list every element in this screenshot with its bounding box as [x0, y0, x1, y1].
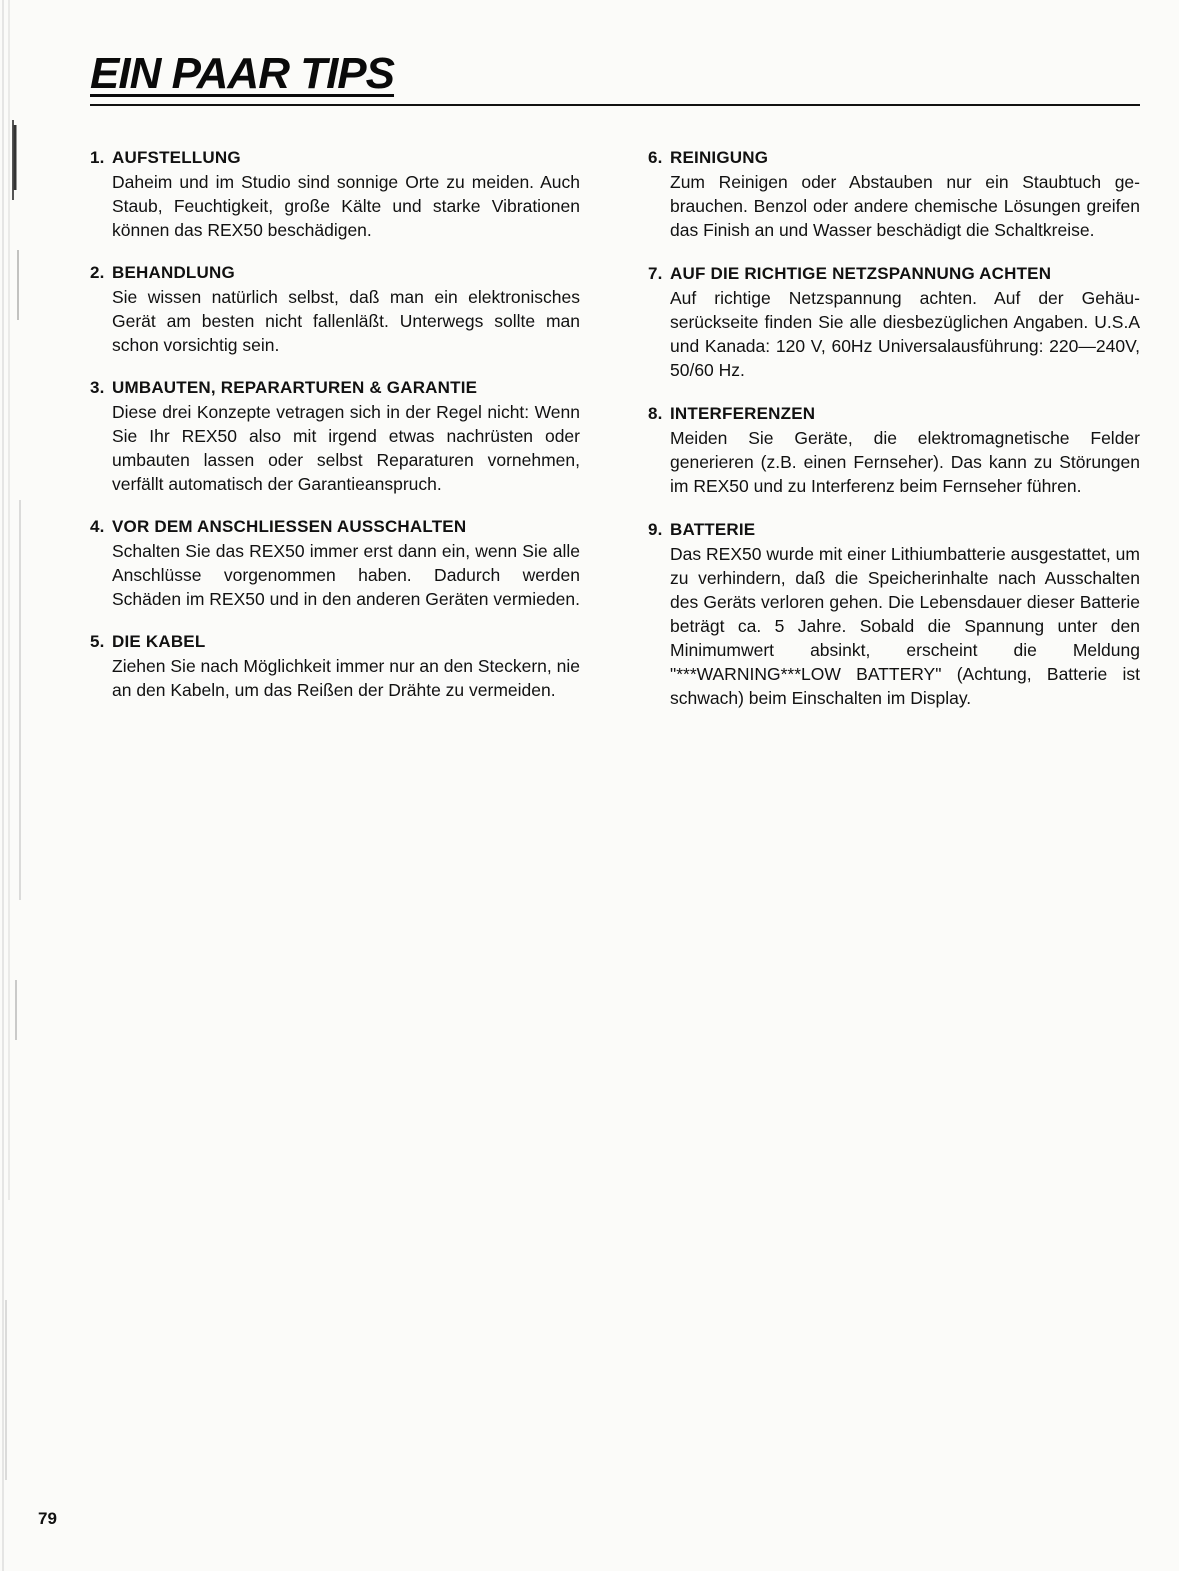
tip-text: Ziehen Sie nach Möglichkeit immer nur an den Steckern, nie an den Kabeln, um das Reißen der Drähte zu vermeiden. — [112, 656, 580, 700]
tip-item — [90, 630, 580, 702]
tip-number: 7. — [648, 264, 663, 283]
tip-item — [648, 146, 1140, 242]
tip-title: INTERFERENZEN — [670, 404, 816, 423]
tip-item — [90, 146, 580, 242]
tip-title: AUFSTELLUNG — [112, 148, 241, 167]
page-number: 79 — [38, 1509, 57, 1528]
tip-item — [90, 515, 580, 611]
right-column — [648, 146, 1140, 710]
tip-item — [648, 402, 1140, 498]
tip-title: DIE KABEL — [112, 632, 206, 651]
tip-heading — [90, 630, 580, 654]
tip-title: BATTERIE — [670, 520, 756, 539]
tip-text: Meiden Sie Geräte, die elektromagnetische Felder generieren (z.B. einen Fernseher). Das kann zu Störungen im REX50 und zu Interferenz beim Fernseher führen. — [670, 428, 1140, 496]
tip-text: Schalten Sie das REX50 immer erst dann ein, wenn Sie alle Anschlüsse vorgenommen haben. Dadurch werden Schäden im REX50 und in den anderen Geräten vermieden. — [112, 541, 580, 609]
tip-number: 3. — [90, 378, 105, 397]
left-column — [90, 146, 580, 702]
tip-heading — [648, 146, 1140, 170]
tip-number: 6. — [648, 148, 663, 167]
tip-text: Sie wissen natürlich selbst, daß man ein elektronisches Gerät am besten nicht fallenläßt. Unterwegs sollte man schon vorsichtig sein. — [112, 287, 580, 355]
tip-title: BEHANDLUNG — [112, 263, 235, 282]
tip-heading — [90, 376, 580, 400]
tip-number: 4. — [90, 517, 105, 536]
tip-item — [90, 376, 580, 496]
tip-title: REINIGUNG — [670, 148, 769, 167]
tip-text: Auf richtige Netzspannung achten. Auf der Gehäuserückseite finden Sie alle diesbezüglichen Angaben. U.S.A und Kanada: 120 V, 60Hz Universalausführung: 220—240V, 50/60 Hz. — [670, 288, 1140, 380]
tip-text: Das REX50 wurde mit einer Lithiumbatterie ausgestattet, um zu verhindern, daß die Speicherinhalte nach Ausschalten des Geräts verloren gehen. Die Lebensdauer dieser Batterie beträgt ca. 5 Jahre. Sobald die Spannung unter den Minimumwert absinkt, erscheint die Meldung "***WARNING***LOW BATTERY" (Achtung, Batterie ist schwach) beim Einschalten im Display. — [670, 544, 1140, 708]
tip-heading — [648, 402, 1140, 426]
page-title: EIN PAAR TIPS — [90, 49, 395, 98]
tip-heading — [90, 146, 580, 170]
tip-text: Daheim und im Studio sind sonnige Orte zu meiden. Auch Staub, Feuchtigkeit, große Kälte und starke Vibrationen können das REX50 beschädigen. — [112, 172, 580, 240]
tip-number: 8. — [648, 404, 663, 423]
tip-number: 5. — [90, 632, 105, 651]
tip-heading — [90, 261, 580, 285]
tip-heading — [648, 262, 1140, 286]
tip-heading — [90, 515, 580, 539]
tip-number: 9. — [648, 520, 663, 539]
title-rule — [90, 104, 1140, 106]
tip-item — [90, 261, 580, 357]
tip-title: VOR DEM ANSCHLIESSEN AUSSCHALTEN — [112, 517, 467, 536]
tip-title: AUF DIE RICHTIGE NETZSPANNUNG ACHTEN — [670, 264, 1052, 283]
tip-text: Diese drei Konzepte vetragen sich in der Regel nicht: Wenn Sie Ihr REX50 also mit irgend etwas nachrüsten oder umbauten lassen oder selbst Reparaturen vornehmen, verfällt automatisch der Garantieanspruch. — [112, 402, 580, 494]
tip-item — [648, 518, 1140, 710]
tip-heading — [648, 518, 1140, 542]
tip-number: 1. — [90, 148, 105, 167]
binding-edge-scan-artifact — [0, 0, 26, 1571]
tip-title: UMBAUTEN, REPARARTUREN & GARANTIE — [112, 378, 478, 397]
tip-item — [648, 262, 1140, 382]
tip-number: 2. — [90, 263, 105, 282]
tip-text: Zum Reinigen oder Abstauben nur ein Staubtuch gebrauchen. Benzol oder andere chemische Lösungen greifen das Finish an und Wasser beschädigt die Schaltkreise. — [670, 172, 1140, 240]
